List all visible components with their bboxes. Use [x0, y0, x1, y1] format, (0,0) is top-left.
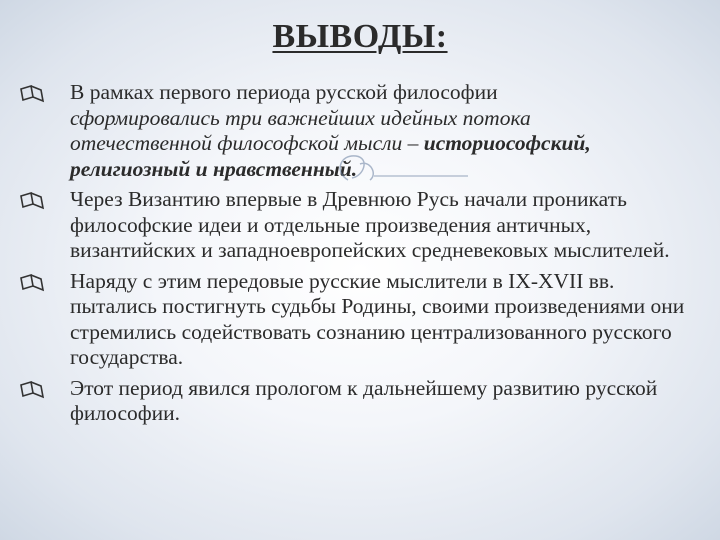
item-1-intro: В рамках первого периода русской философии: [70, 80, 498, 104]
page-title: ВЫВОДЫ:: [272, 18, 448, 55]
list-item: [18, 269, 698, 371]
list-item: [18, 80, 698, 182]
item-3-text: Наряду с этим передовые русские мыслители в IX-XVII вв. пытались постигнуть судьбы Родины, своими произведениями они стремились содействовать сознанию централизованного русского государства.: [70, 268, 685, 369]
item-4-text: Этот период явился прологом к дальнейшему развитию русской философии.: [70, 375, 658, 425]
list-item: [18, 187, 698, 264]
book-icon: [18, 273, 46, 293]
list-item: [18, 376, 698, 427]
item-2-text: Через Византию впервые в Древнюю Русь начали проникать философские идеи и отдельные произведения античных, византийских и западноевропейских средневековых мыслителей.: [70, 187, 670, 262]
item-1-italic-line1: сформировались три важнейших идейных потока: [70, 105, 531, 130]
item-1-bold-part: историософский, религиозный и нравственный: [70, 131, 591, 181]
bullet-list: [18, 80, 698, 432]
book-icon: [18, 191, 46, 211]
book-icon: [18, 84, 46, 104]
item-1-end: .: [351, 156, 358, 181]
book-icon: [18, 380, 46, 400]
item-1-italic-line2: отечественной философской мысли –: [70, 131, 424, 155]
